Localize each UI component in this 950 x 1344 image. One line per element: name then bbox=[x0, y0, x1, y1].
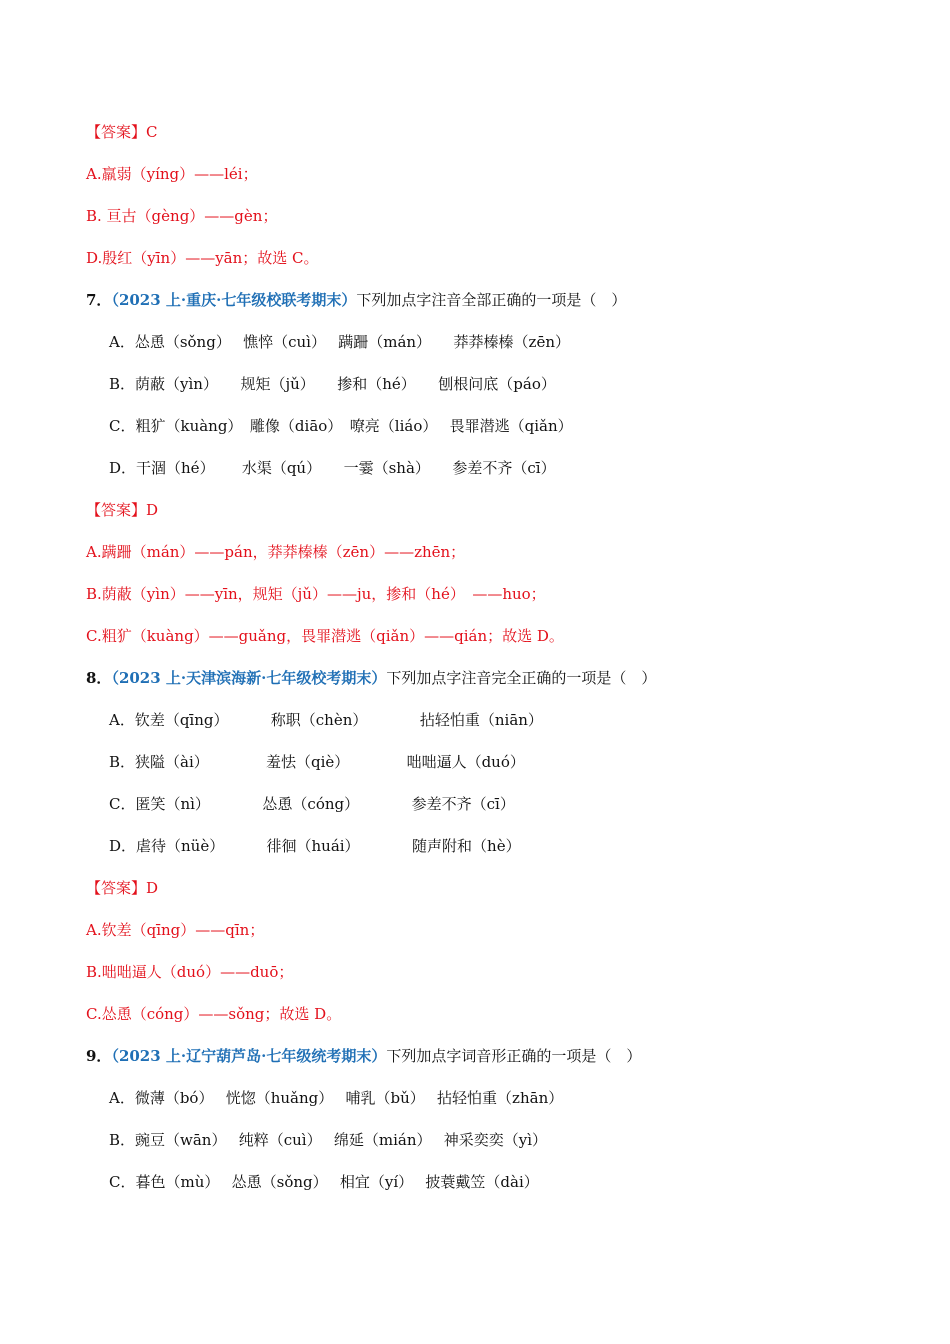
question-number: 8． bbox=[86, 669, 112, 687]
answer-label: 【答案】D bbox=[86, 879, 159, 897]
question-option: B．荫蔽（yìn） 规矩（jǔ） 掺和（hé） 刨根问底（páo） bbox=[109, 375, 556, 393]
answer-explanation: A.钦差（qīng）——qīn； bbox=[86, 921, 265, 939]
question-source: （2023 上·天津滨海新·七年级校考期末） bbox=[111, 669, 387, 687]
question-7-header bbox=[86, 290, 626, 310]
answer-explanation: B.咄咄逼人（duó）——duō； bbox=[86, 963, 294, 981]
answer-explanation: C.怂恿（cóng）——sǒng；故选 D。 bbox=[86, 1005, 342, 1023]
question-option: C．暮色（mù） 怂恿（sǒng） 相宜（yí） 披蓑戴笠（dài） bbox=[109, 1173, 539, 1191]
question-option: A．微薄（bó） 恍惚（huǎng） 哺乳（bǔ） 拈轻怕重（zhān） bbox=[109, 1089, 564, 1107]
question-source: （2023 上·重庆·七年级校联考期末） bbox=[111, 291, 357, 309]
question-8-header bbox=[86, 668, 656, 688]
question-stem: 下列加点字注音全部正确的一项是（ ） bbox=[356, 291, 627, 309]
question-option: D．虐待（nüè） 徘徊（huái） 随声附和（hè） bbox=[109, 837, 521, 855]
question-number: 7． bbox=[86, 291, 112, 309]
answer-label: 【答案】D bbox=[86, 501, 159, 519]
question-source: （2023 上·辽宁葫芦岛·七年级统考期末） bbox=[111, 1047, 387, 1065]
question-stem: 下列加点字注音完全正确的一项是（ ） bbox=[386, 669, 657, 687]
question-number: 9． bbox=[86, 1047, 112, 1065]
question-option: C．粗犷（kuàng） 雕像（diāo） 嘹亮（liáo） 畏罪潜逃（qiǎn） bbox=[109, 417, 573, 435]
answer-explanation: A.蹒跚（mán）——pán，莽莽榛榛（zēn）——zhēn； bbox=[86, 543, 466, 561]
question-option: D．干涸（hé） 水渠（qú） 一霎（shà） 参差不齐（cī） bbox=[109, 459, 556, 477]
question-9-header bbox=[86, 1046, 641, 1066]
question-option: A．怂恿（sǒng） 憔悴（cuì） 蹒跚（mán） 莽莽榛榛（zēn） bbox=[109, 333, 570, 351]
answer-explanation: B.荫蔽（yìn）——yīn，规矩（jǔ）——ju，掺和（hé） ——huo； bbox=[86, 585, 546, 603]
question-option: C．匿笑（nì） 怂恿（cóng） 参差不齐（cī） bbox=[109, 795, 515, 813]
answer-label: 【答案】C bbox=[86, 123, 158, 141]
question-option: A．钦差（qīng） 称职（chèn） 拈轻怕重（niān） bbox=[109, 711, 543, 729]
answer-explanation: B. 亘古（gèng）——gèn； bbox=[86, 207, 278, 225]
answer-explanation: C.粗犷（kuàng）——guǎng，畏罪潜逃（qiǎn）——qián；故选 D。 bbox=[86, 627, 564, 645]
answer-explanation: A.羸弱（yíng）——léi； bbox=[86, 165, 258, 183]
question-option: B．狭隘（ài） 羞怯（qiè） 咄咄逼人（duó） bbox=[109, 753, 525, 771]
question-stem: 下列加点字词音形正确的一项是（ ） bbox=[386, 1047, 642, 1065]
question-option: B．豌豆（wān） 纯粹（cuì） 绵延（mián） 神采奕奕（yì） bbox=[109, 1131, 548, 1149]
answer-explanation: D.殷红（yīn）——yān；故选 C。 bbox=[86, 249, 319, 267]
